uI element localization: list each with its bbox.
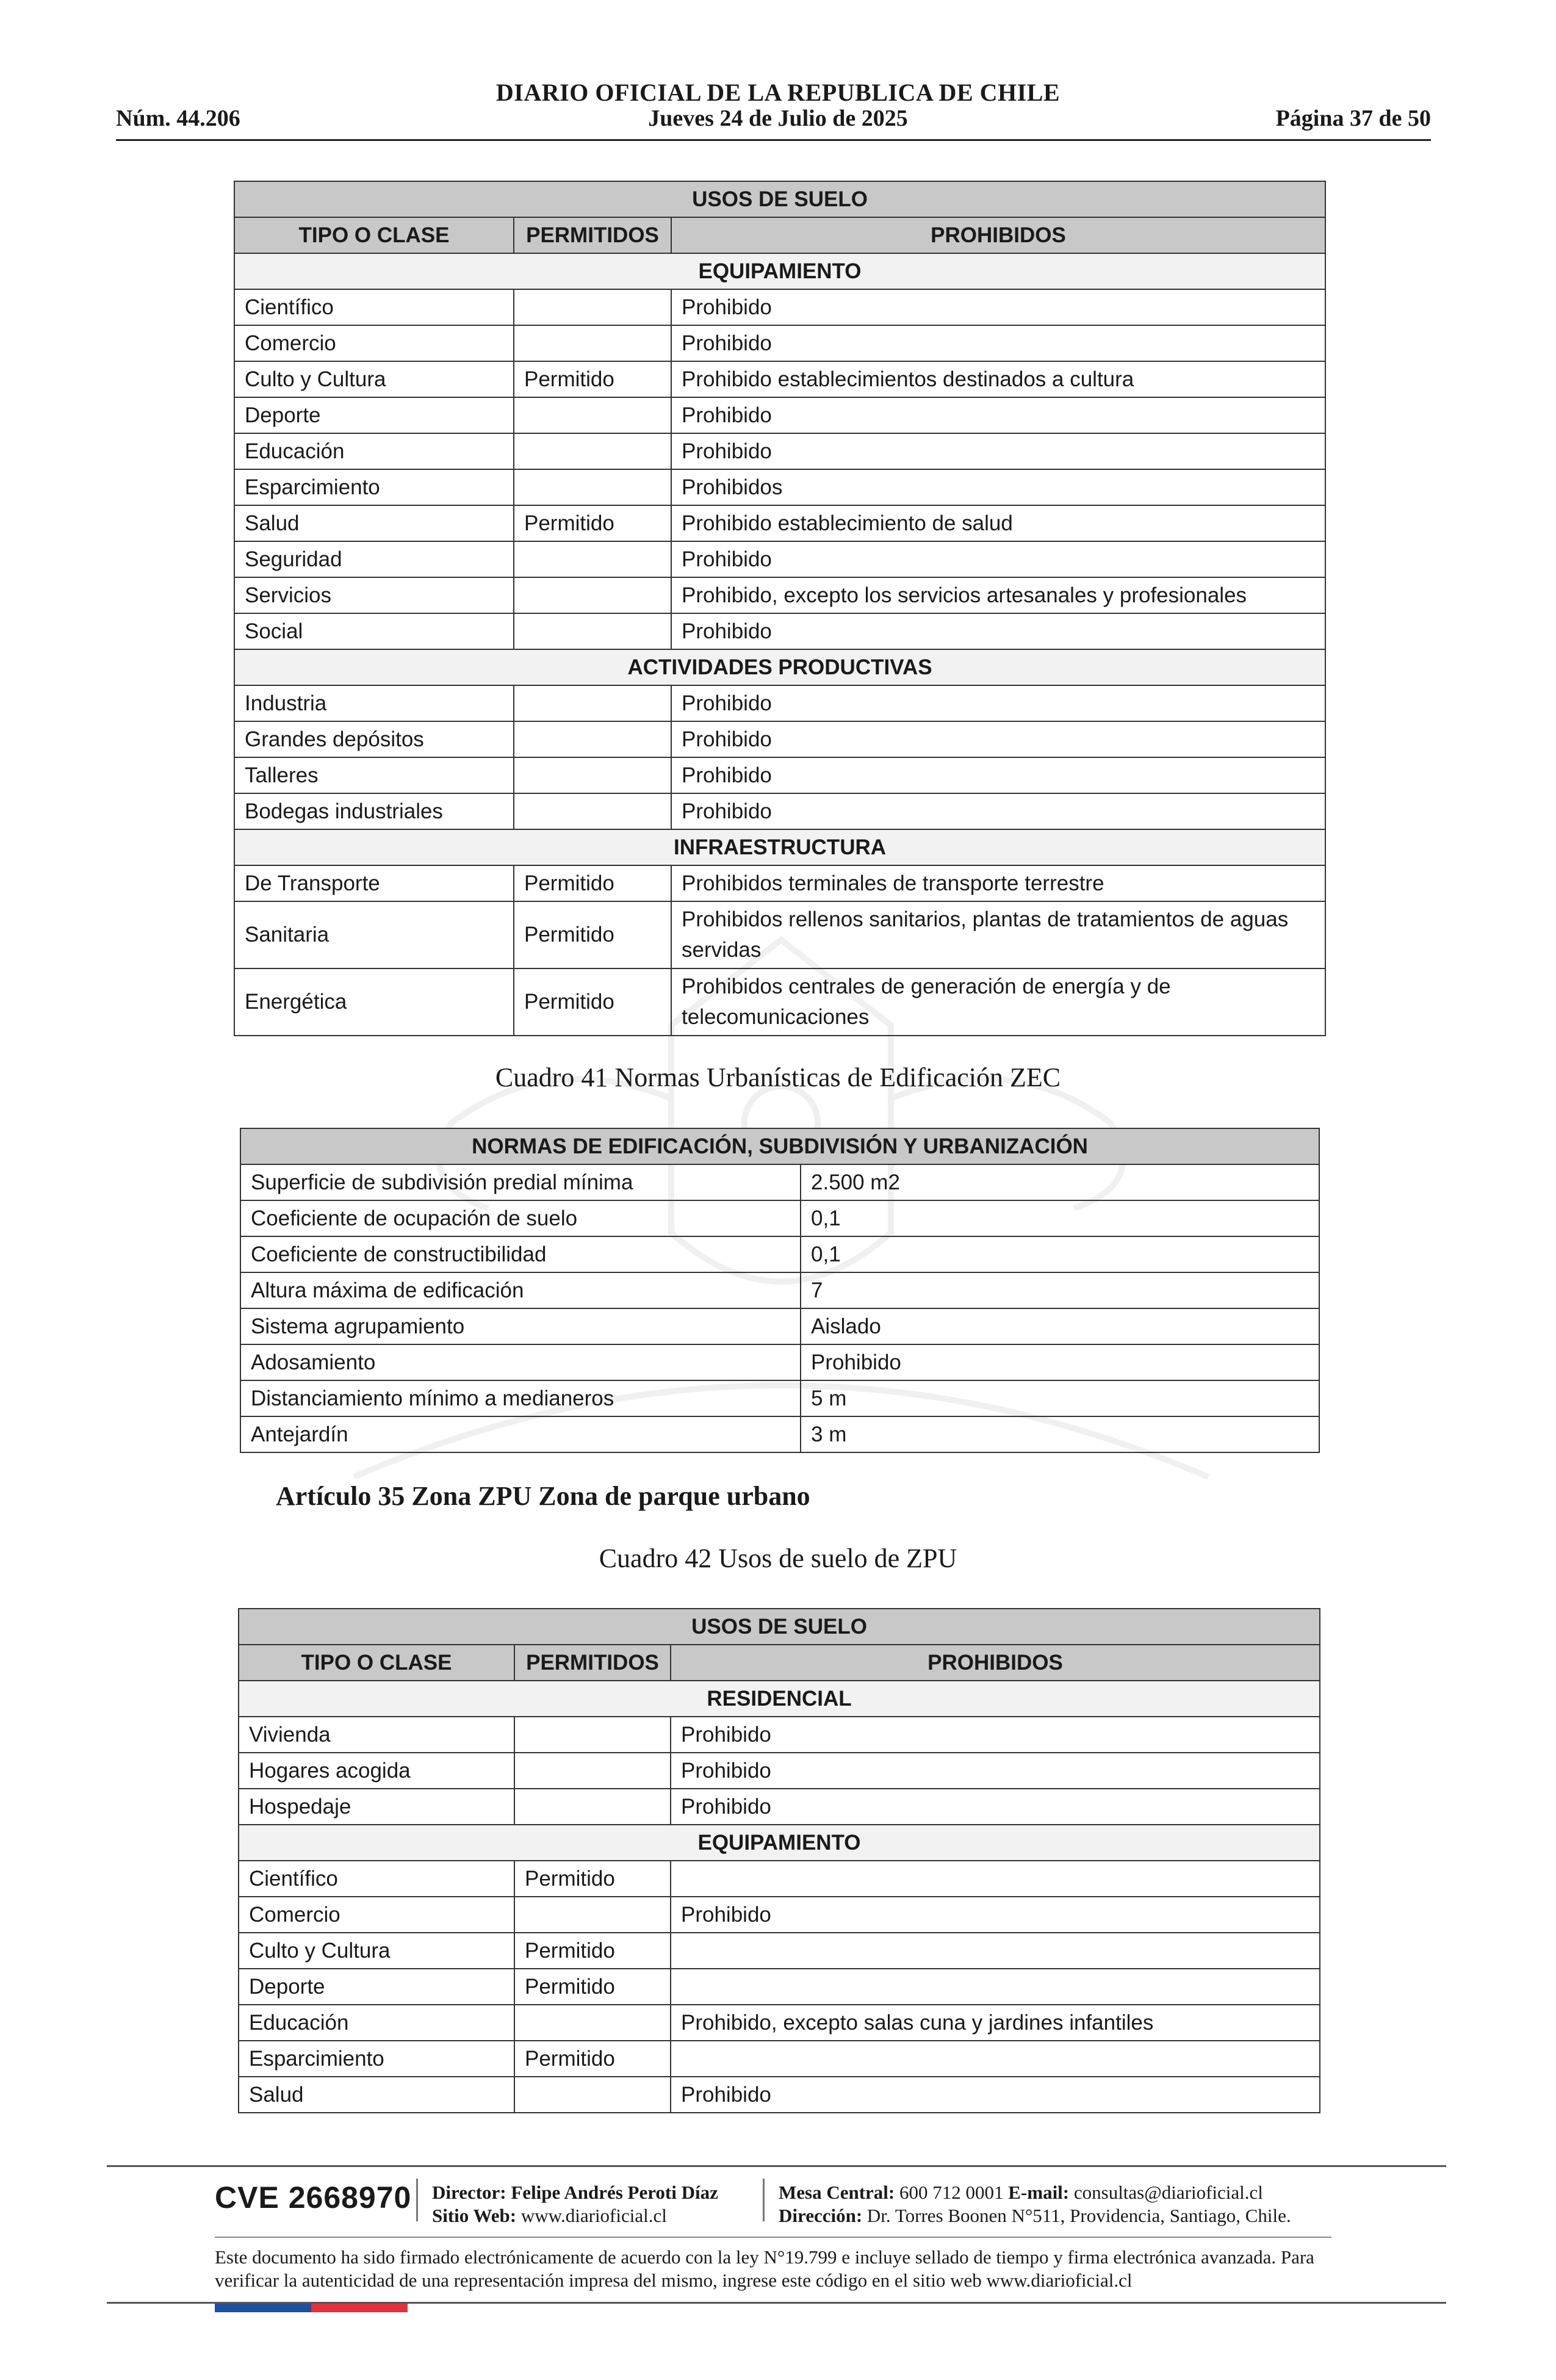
table-row: [240, 1344, 1319, 1380]
cell-tipo: Científico: [234, 289, 514, 325]
cell-tipo: Servicios: [234, 577, 514, 613]
cell-prohibido: Prohibidos: [671, 469, 1325, 505]
section-header-equipamiento: EQUIPAMIENTO: [234, 253, 1325, 289]
cell-valor: 3 m: [801, 1416, 1319, 1452]
cell-tipo: Deporte: [234, 397, 514, 433]
cell-tipo: Hospedaje: [239, 1789, 514, 1825]
table-row: [234, 505, 1325, 541]
table-row: [239, 1789, 1320, 1825]
cell-prohibido: Prohibido: [671, 1753, 1320, 1789]
cell-prohibido: [671, 1969, 1320, 2005]
cell-permitido: [514, 1753, 671, 1789]
cell-prohibido: Prohibido: [671, 325, 1325, 361]
table-row: [239, 1969, 1320, 2005]
column-header-permitidos: PERMITIDOS: [514, 217, 671, 253]
table-row: [240, 1308, 1319, 1344]
cell-prohibido: Prohibido: [671, 397, 1325, 433]
cell-prohibido: Prohibido: [671, 613, 1325, 649]
column-header-tipo: TIPO O CLASE: [239, 1645, 514, 1681]
cell-tipo: Científico: [239, 1861, 514, 1897]
cell-permitido: Permitido: [514, 1933, 671, 1969]
address-label: Dirección:: [779, 2205, 863, 2226]
cell-permitido: [514, 289, 671, 325]
cell-permitido: [514, 397, 671, 433]
cell-tipo: Sanitaria: [234, 901, 514, 968]
column-header-prohibidos: PROHIBIDOS: [671, 217, 1325, 253]
cell-prohibido: Prohibido: [671, 793, 1325, 829]
table-row: [239, 2005, 1320, 2041]
cell-permitido: Permitido: [514, 968, 671, 1036]
cell-permitido: [514, 433, 671, 469]
footer-director-block: [432, 2181, 718, 2227]
cell-permitido: [514, 1789, 671, 1825]
table-row: [240, 1236, 1319, 1272]
section-header-equipamiento: EQUIPAMIENTO: [239, 1825, 1320, 1861]
table-row: [240, 1380, 1319, 1416]
cell-tipo: Deporte: [239, 1969, 514, 2005]
cell-tipo: Salud: [239, 2077, 514, 2113]
address-text: Dr. Torres Boonen N°511, Providencia, Santiago, Chile.: [866, 2205, 1291, 2226]
table-title: USOS DE SUELO: [234, 181, 1325, 217]
section-header-infraestructura: INFRAESTRUCTURA: [234, 829, 1325, 865]
cell-permitido: Permitido: [514, 505, 671, 541]
cell-permitido: Permitido: [514, 865, 671, 901]
cell-prohibido: [671, 1861, 1320, 1897]
table-row: [239, 2041, 1320, 2077]
table-row: [234, 289, 1325, 325]
website-label: Sitio Web:: [432, 2205, 517, 2226]
cell-tipo: De Transporte: [234, 865, 514, 901]
cell-norma: Sistema agrupamiento: [240, 1308, 801, 1344]
table-row: [234, 325, 1325, 361]
cell-tipo: Grandes depósitos: [234, 721, 514, 757]
cell-permitido: [514, 469, 671, 505]
email-link[interactable]: consultas@diarioficial.cl: [1073, 2182, 1263, 2203]
table-row: [234, 793, 1325, 829]
cell-valor: 0,1: [801, 1236, 1319, 1272]
cell-tipo: Salud: [234, 505, 514, 541]
article-35-heading: Artículo 35 Zona ZPU Zona de parque urbano: [276, 1481, 810, 1511]
cell-tipo: Hogares acogida: [239, 1753, 514, 1789]
cell-prohibido: Prohibido: [671, 1717, 1320, 1753]
section-header-residencial: RESIDENCIAL: [239, 1681, 1320, 1717]
phone-label: Mesa Central:: [779, 2182, 895, 2203]
cell-prohibido: Prohibido, excepto los servicios artesanales y profesionales: [671, 577, 1325, 613]
cell-norma: Superficie de subdivisión predial mínima: [240, 1164, 801, 1200]
director-name: Felipe Andrés Peroti Díaz: [511, 2182, 718, 2203]
cell-permitido: [514, 613, 671, 649]
table-row: [239, 2077, 1320, 2113]
cell-permitido: [514, 793, 671, 829]
caption-cuadro-41: Cuadro 41 Normas Urbanísticas de Edificación ZEC: [495, 1062, 1061, 1092]
cell-prohibido: Prohibido establecimientos destinados a cultura: [671, 361, 1325, 397]
cell-permitido: Permitido: [514, 1861, 671, 1897]
cell-norma: Antejardín: [240, 1416, 801, 1452]
table-row: [234, 968, 1325, 1036]
cell-valor: 2.500 m2: [801, 1164, 1319, 1200]
cell-tipo: Educación: [239, 2005, 514, 2041]
cell-prohibido: Prohibido: [671, 2077, 1320, 2113]
email-label: E-mail:: [1008, 2182, 1070, 2203]
cell-permitido: [514, 2077, 671, 2113]
cell-tipo: Energética: [234, 968, 514, 1036]
caption-cuadro-42: Cuadro 42 Usos de suelo de ZPU: [599, 1543, 957, 1573]
cell-prohibido: Prohibido: [671, 541, 1325, 577]
footer-separator: [763, 2179, 765, 2221]
cell-permitido: [514, 721, 671, 757]
cell-tipo: Educación: [234, 433, 514, 469]
column-header-tipo: TIPO O CLASE: [234, 217, 514, 253]
cell-permitido: [514, 1717, 671, 1753]
table-row: [234, 685, 1325, 721]
cell-tipo: Seguridad: [234, 541, 514, 577]
building-norms-table: [240, 1128, 1320, 1453]
land-use-table-zpu: [238, 1608, 1320, 2113]
cell-prohibido: Prohibido establecimiento de salud: [671, 505, 1325, 541]
table-row: [234, 757, 1325, 793]
cell-prohibido: Prohibido, excepto salas cuna y jardines infantiles: [671, 2005, 1320, 2041]
table-title: USOS DE SUELO: [239, 1609, 1320, 1645]
cell-valor: Prohibido: [801, 1344, 1319, 1380]
table-row: [234, 433, 1325, 469]
table-row: [234, 721, 1325, 757]
cell-permitido: Permitido: [514, 2041, 671, 2077]
table-row: [240, 1164, 1319, 1200]
flag-stripe-blue: [215, 2304, 311, 2312]
phone-number: 600 712 0001: [899, 2182, 1004, 2203]
cell-tipo: Vivienda: [239, 1717, 514, 1753]
cell-prohibido: Prohibido: [671, 289, 1325, 325]
footer-divider-mid: [215, 2237, 1331, 2238]
table-row: [234, 541, 1325, 577]
cell-permitido: Permitido: [514, 901, 671, 968]
website-link[interactable]: www.diarioficial.cl: [520, 2205, 667, 2226]
cell-tipo: Culto y Cultura: [234, 361, 514, 397]
table-row: [234, 469, 1325, 505]
cell-valor: 0,1: [801, 1200, 1319, 1236]
cell-prohibido: Prohibido: [671, 1789, 1320, 1825]
cell-tipo: Culto y Cultura: [239, 1933, 514, 1969]
cell-permitido: Permitido: [514, 1969, 671, 2005]
cell-permitido: [514, 325, 671, 361]
footer-separator: [416, 2179, 418, 2221]
cell-prohibido: Prohibido: [671, 721, 1325, 757]
cell-norma: Distanciamiento mínimo a medianeros: [240, 1380, 801, 1416]
cell-permitido: [514, 757, 671, 793]
legal-notice: Este documento ha sido firmado electrónicamente de acuerdo con la ley N°19.799 e incluye sellado de tiempo y firma electrónica avanzada. Para verificar la autenticidad de una representación impresa del mismo, ingrese este código en el sitio web www.diarioficial.cl: [215, 2246, 1314, 2291]
cell-tipo: Esparcimiento: [239, 2041, 514, 2077]
cell-prohibido: [671, 2041, 1320, 2077]
flag-stripe-red: [311, 2304, 408, 2312]
cell-permitido: [514, 1897, 671, 1933]
land-use-table-zec: [234, 181, 1326, 1036]
issue-date: Jueves 24 de Julio de 2025: [648, 106, 908, 131]
cell-tipo: Social: [234, 613, 514, 649]
table-title: NORMAS DE EDIFICACIÓN, SUBDIVISIÓN Y URBANIZACIÓN: [240, 1128, 1319, 1164]
table-row: [239, 1861, 1320, 1897]
cell-prohibido: Prohibido: [671, 685, 1325, 721]
cell-tipo: Comercio: [239, 1897, 514, 1933]
cell-valor: 5 m: [801, 1380, 1319, 1416]
newspaper-title: DIARIO OFICIAL DE LA REPUBLICA DE CHILE: [495, 79, 1061, 106]
table-row: [239, 1897, 1320, 1933]
cell-permitido: [514, 577, 671, 613]
director-label: Director:: [432, 2182, 506, 2203]
section-header-actividades: ACTIVIDADES PRODUCTIVAS: [234, 649, 1325, 685]
cell-valor: 7: [801, 1272, 1319, 1308]
cell-prohibido: Prohibido: [671, 757, 1325, 793]
table-row: [234, 397, 1325, 433]
cell-prohibido: [671, 1933, 1320, 1969]
cell-tipo: Comercio: [234, 325, 514, 361]
table-row: [234, 613, 1325, 649]
cell-prohibido: Prohibido: [671, 433, 1325, 469]
cell-norma: Adosamiento: [240, 1344, 801, 1380]
cell-prohibido: Prohibidos rellenos sanitarios, plantas de tratamientos de aguas servidas: [671, 901, 1325, 968]
table-row: [234, 361, 1325, 397]
cell-tipo: Esparcimiento: [234, 469, 514, 505]
header-divider: [116, 139, 1431, 141]
issue-number: Núm. 44.206: [116, 106, 240, 131]
page-number: Página 37 de 50: [1275, 106, 1431, 131]
cell-norma: Coeficiente de constructibilidad: [240, 1236, 801, 1272]
column-header-prohibidos: PROHIBIDOS: [671, 1645, 1320, 1681]
cell-permitido: [514, 2005, 671, 2041]
table-row: [234, 901, 1325, 968]
cell-permitido: [514, 541, 671, 577]
table-row: [239, 1717, 1320, 1753]
cell-tipo: Bodegas industriales: [234, 793, 514, 829]
cell-prohibido: Prohibidos terminales de transporte terrestre: [671, 865, 1325, 901]
cell-permitido: [514, 685, 671, 721]
column-header-permitidos: PERMITIDOS: [514, 1645, 671, 1681]
cell-norma: Coeficiente de ocupación de suelo: [240, 1200, 801, 1236]
cell-valor: Aislado: [801, 1308, 1319, 1344]
table-row: [239, 1753, 1320, 1789]
cell-tipo: Industria: [234, 685, 514, 721]
table-row: [239, 1933, 1320, 1969]
cell-prohibido: Prohibido: [671, 1897, 1320, 1933]
table-row: [240, 1416, 1319, 1452]
cell-tipo: Talleres: [234, 757, 514, 793]
cell-permitido: Permitido: [514, 361, 671, 397]
cell-norma: Altura máxima de edificación: [240, 1272, 801, 1308]
table-row: [240, 1272, 1319, 1308]
cve-code: CVE 2668970: [215, 2180, 412, 2215]
footer-contact-block: [779, 2181, 1291, 2227]
cell-prohibido: Prohibidos centrales de generación de energía y de telecomunicaciones: [671, 968, 1325, 1036]
table-row: [240, 1200, 1319, 1236]
footer-divider-top: [107, 2165, 1446, 2167]
table-row: [234, 577, 1325, 613]
table-row: [234, 865, 1325, 901]
